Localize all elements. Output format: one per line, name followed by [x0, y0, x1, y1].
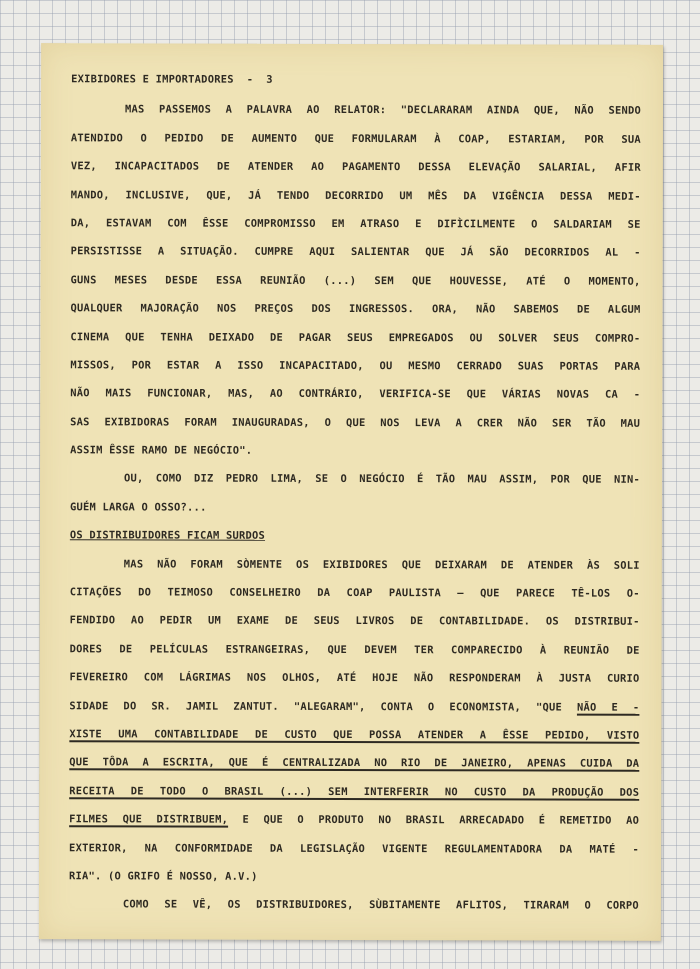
text-line: PERSISTISSE A SITUAÇÃO. CUMPRE AQUI SALIENTAR QUE JÁ SÃO DECORRIDOS AL - [70, 245, 641, 260]
text-line: MANDO, INCLUSIVE, QUE, JÁ TENDO DECORRIDO UM MÊS DA VIGÊNCIA DESSA MEDI- [70, 188, 641, 203]
emphasized-line: RECEITA DE TODO O BRASIL (...) SEM INTERFERIR NO CUSTO DA PRODUÇÃO DOS [69, 785, 640, 799]
emphasized-text: FILMES QUE DISTRIBUEM, [69, 813, 229, 826]
emphasized-line: XISTE UMA CONTABILIDADE DE CUSTO QUE POSSA ATENDER A ÊSSE PEDIDO, VISTO [69, 728, 640, 742]
text-line: OU, COMO DIZ PEDRO LIMA, SE O NEGÓCIO É TÃO MAU ASSIM, POR QUE NIN- [124, 472, 641, 487]
text-line: GUNS MESES DESDE ESSA REUNIÃO (...) SEM QUE HOUVESSE, ATÉ O MOMENTO, [70, 273, 641, 288]
text-line: COMO SE VÊ, OS DISTRIBUIDORES, SÙBITAMENTE AFLITOS, TIRARAM O CORPO [122, 898, 639, 913]
text-span: E QUE O PRODUTO NO BRASIL ARRECADADO É REMETIDO AO [242, 813, 640, 827]
text-line: MISSOS, POR ESTAR A ISSO INCAPACITADO, OU MESMO CERRADO SUAS PORTAS PARA [70, 359, 641, 373]
typed-page [39, 43, 663, 941]
text-line: MAS PASSEMOS A PALAVRA AO RELATOR: "DECLARARAM AINDA QUE, NÃO SENDO [124, 103, 642, 118]
text-line: FEVEREIRO COM LÁGRIMAS NOS OLHOS, ATÉ HOJE NÃO RESPONDERAM À JUSTA CURIO [69, 671, 640, 685]
text-span: SIDADE DO SR. JAMIL ZANTUT. "ALEGARAM", CONTA O ECONOMISTA, "QUE [69, 699, 563, 714]
text-line: GUÉM LARGA O OSSO?... [69, 501, 207, 514]
text-line: CITAÇÕES DO TEIMOSO CONSELHEIRO DA COAP PAULISTA — QUE PARECE TÊ-LOS O- [69, 586, 640, 600]
text-line: FENDIDO AO PEDIR UM EXAME DE SEUS LIVROS DE CONTABILIDADE. OS DISTRIBUI- [69, 614, 640, 629]
text-line: ASSIM ÊSSE RAMO DE NEGÓCIO". [70, 444, 253, 457]
section-subheading: OS DISTRIBUIDORES FICAM SURDOS [69, 529, 266, 543]
text-line: VEZ, INCAPACITADOS DE ATENDER AO PAGAMENTO DESSA ELEVAÇÃO SALARIAL, AFIR [70, 160, 641, 174]
text-line: EXTERIOR, NA CONFORMIDADE DA LEGISLAÇÃO VIGENTE REGULAMENTADORA DA MATÉ - [69, 841, 640, 856]
text-line: CINEMA QUE TENHA DEIXADO DE PAGAR SEUS EMPREGADOS OU SOLVER SEUS COMPRO- [70, 330, 641, 345]
paragraph-pedro-lima [70, 465, 640, 523]
emphasized-line: QUE TÔDA A ESCRITA, QUE É CENTRALIZADA NO RIO DE JANEIRO, APENAS CUIDA DA [69, 756, 640, 771]
text-line: NÃO MAIS FUNCIONAR, MAS, AO CONTRÁRIO, VERIFICA-SE QUE VÁRIAS NOVAS CA - [70, 387, 641, 402]
paragraph-relator-quote [70, 96, 641, 467]
text-line [69, 692, 639, 722]
page-header: EXIBIDORES E IMPORTADORES - 3 [71, 73, 273, 86]
text-line [69, 805, 639, 835]
paragraph-como-se-ve [69, 891, 639, 921]
paragraph-distribuidores [69, 550, 640, 892]
text-line: ATENDIDO O PEDIDO DE AUMENTO QUE FORMULARAM À COAP, ESTARIAM, POR SUA [70, 132, 641, 146]
text-line: SAS EXIBIDORAS FORAM INAUGURADAS, O QUE NOS LEVA A CRER NÃO SER TÃO MAU [70, 415, 641, 430]
text-line: QUALQUER MAJORAÇÃO NOS PREÇOS DOS INGRESSOS. ORA, NÃO SABEMOS DE ALGUM [70, 302, 641, 316]
text-line: DA, ESTAVAM COM ÊSSE COMPROMISSO EM ATRASO E DIFÌCILMENTE O SALDARIAM SE [70, 217, 641, 231]
text-line: MAS NÃO FORAM SÒMENTE OS EXIBIDORES QUE DEIXARAM DE ATENDER ÀS SOLI [123, 558, 640, 572]
text-line: RIA". (O GRIFO É NOSSO, A.V.) [68, 870, 258, 883]
text-line: DORES DE PELÍCULAS ESTRANGEIRAS, QUE DEVEM TER COMPARECIDO À REUNIÃO DE [69, 643, 640, 657]
emphasized-text: NÃO E - [576, 701, 640, 714]
page-text [69, 65, 641, 920]
